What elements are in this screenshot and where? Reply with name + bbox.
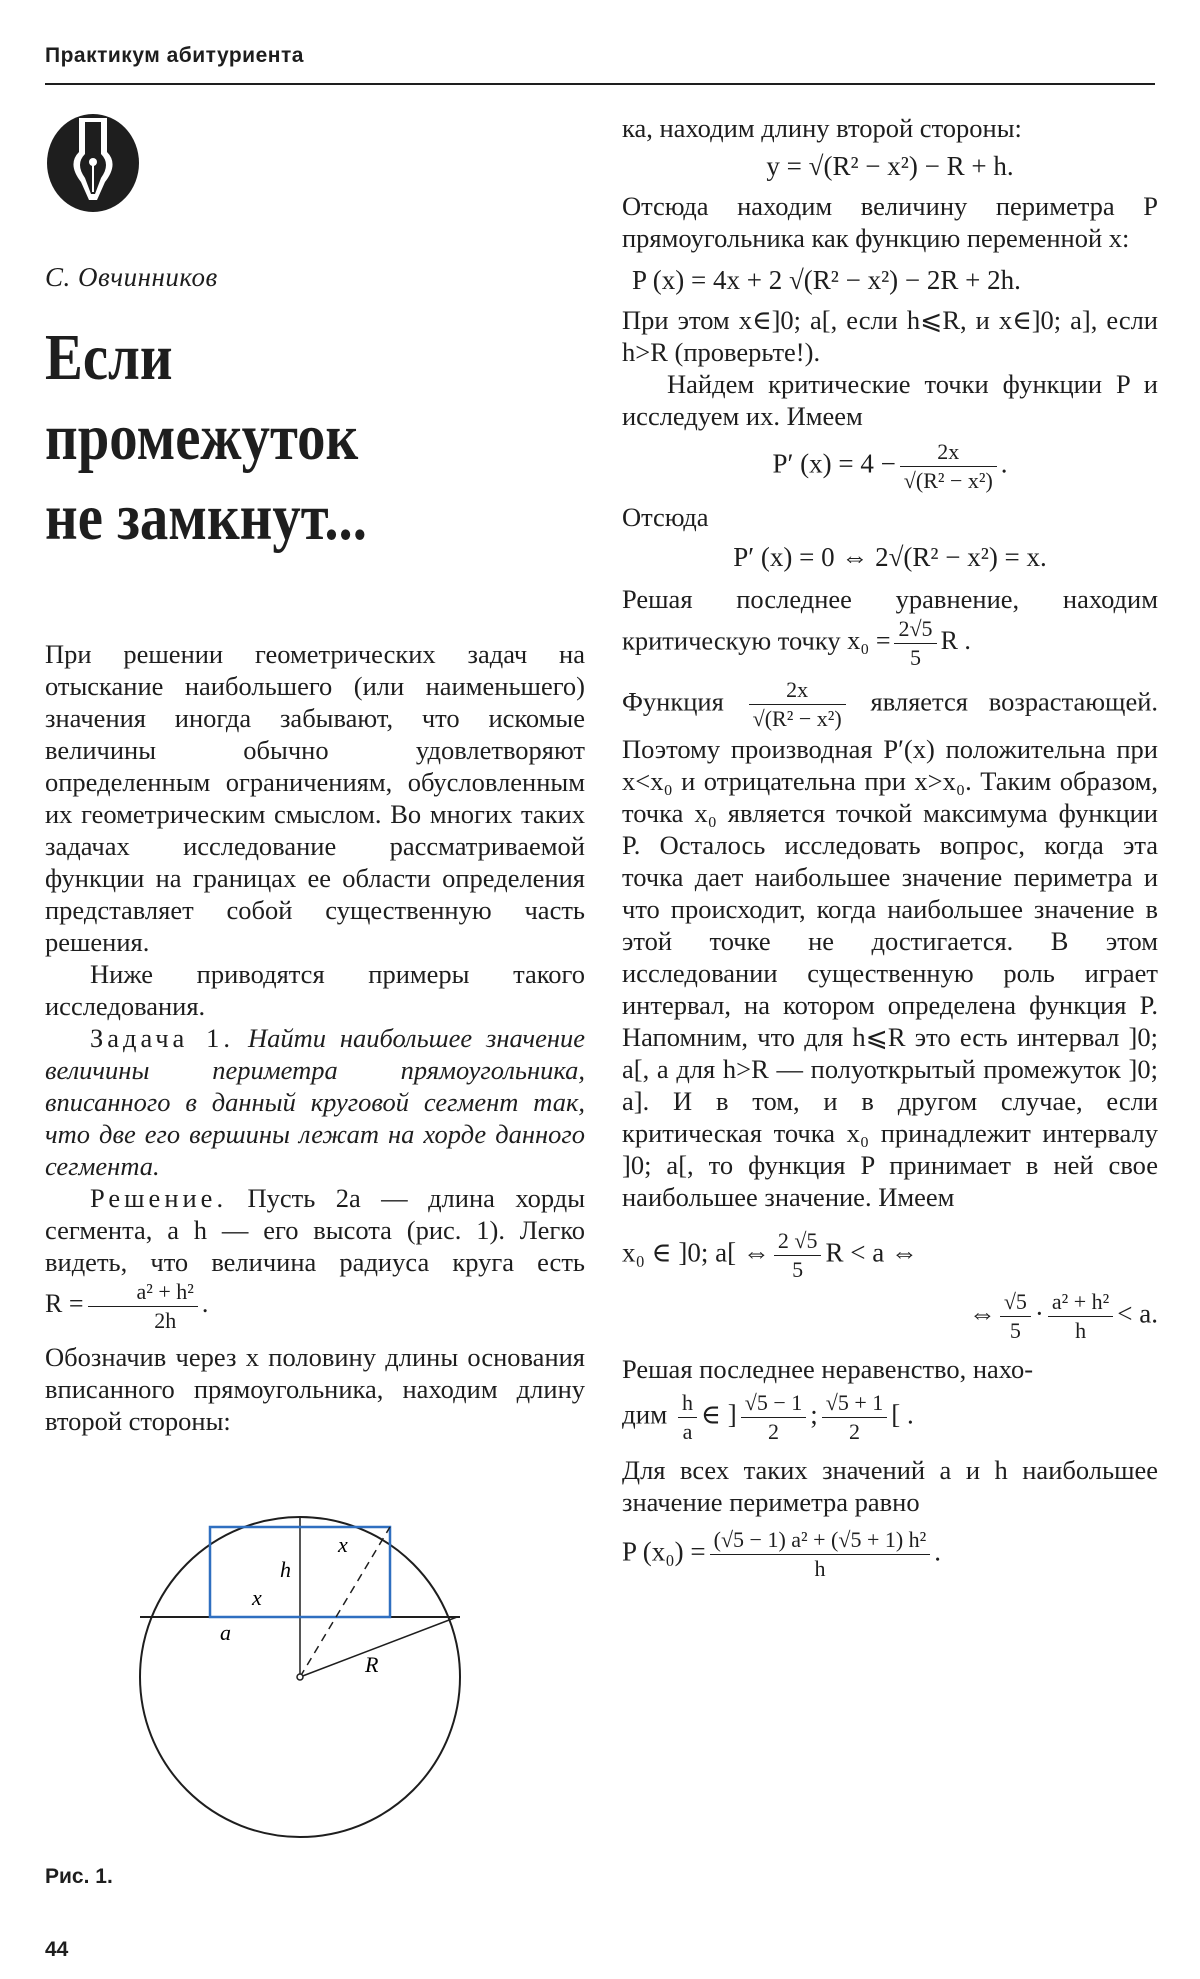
domain-paragraph: При этом x∈]0; a[, если h⩽R, и x∈]0; a], если h>R (проверьте!).	[622, 305, 1158, 367]
solve-text: Решая последнее уравнение, находим критическую точку	[622, 584, 1158, 656]
x0-rhs: R .	[940, 626, 971, 656]
radius-num: a² + h²	[88, 1278, 198, 1307]
range-c: [ .	[891, 1399, 914, 1430]
func-num: 2x	[749, 676, 846, 705]
final-den: h	[814, 1556, 826, 1581]
otsyuda-label: Отсюда	[622, 502, 709, 532]
range-den2: 2	[849, 1419, 860, 1444]
label-R: R	[365, 1652, 379, 1677]
ineq1-b: R < a ⇔	[825, 1237, 918, 1268]
ineq2-num1: √5	[1000, 1288, 1031, 1317]
formula-derivative: P′ (x) = 4 − $\frac{2x}{\text{√(R² − x²)}}$ .	[772, 439, 1008, 493]
label-x-top: x	[338, 1532, 348, 1557]
ineq2-dot: ·	[1034, 1298, 1044, 1329]
formula-y: y = √(R² − x²) − R + h.	[766, 151, 1014, 181]
critical-points-paragraph: Найдем критические точки функции P и исследуем их. Имеем	[622, 369, 1158, 431]
ineq2-b: < a.	[1117, 1298, 1158, 1329]
article-title	[45, 318, 527, 558]
all-values-paragraph: Для всех таких значений a и h наибольшее значение периметра равно	[622, 1455, 1158, 1517]
range-num2: √5 + 1	[822, 1389, 887, 1418]
solution-paragraph	[45, 1182, 585, 1335]
ineq2-den2: h	[1075, 1318, 1087, 1343]
ineq1-a: x₀ ∈ ]0; a[ ⇔	[622, 1237, 770, 1268]
pen-nib-logo-icon	[45, 112, 141, 214]
task-text: Найти наибольшее значение величины периметра прямоугольника, вписанного в данный круговой сегмент так, что две его вершины лежат на хорде данного сегмента.	[45, 1023, 586, 1181]
title-line-2: промежуток	[45, 401, 359, 474]
label-h: h	[280, 1557, 291, 1582]
derivative-lhs: P′ (x) = 4 −	[772, 448, 896, 479]
analysis-text: Поэтому производная P′(x) положительна при x<x₀ и отрицательна при x>x₀. Таким образом, точка x₀ является точкой максимума функции P. Осталось исследовать вопрос, когда эта точка дает наибольшее значение периметра и что происходит, когда наибольшее значение в этой точке не достигается. В этом исследовании существенную роль играет интервал, на котором определена функция P. Напомним, что для h⩽R это есть интервал ]0; a[, а для h>R — полуоткрытый промежуток ]0; a]. И в том, и в другом случае, если критическая точка x₀ принадлежит интервалу ]0; a[, то функция P принимает в ней свое наибольшее значение. Имеем	[622, 734, 1158, 1212]
label-x-mid: x	[252, 1585, 262, 1610]
radius-den: 2h	[154, 1308, 177, 1333]
ineq2-a: ⇔	[968, 1298, 996, 1329]
perimeter-paragraph: Отсюда находим величину периметра P прямоугольника как функцию переменной x:	[622, 191, 1158, 253]
final-lhs: P (x₀) =	[622, 1536, 706, 1567]
solve-paragraph	[622, 583, 1158, 672]
x0-den: 5	[910, 645, 922, 670]
ineq2-num2: a² + h²	[1048, 1288, 1113, 1317]
formula-final	[622, 1526, 1158, 1583]
increasing-text: является возрастающей.	[870, 686, 1159, 717]
title-line-1: Если	[45, 321, 173, 394]
range-num1: √5 − 1	[741, 1389, 806, 1418]
radius-formula: R = $\frac{\text{a² + h²}}{2h}$ .	[45, 1279, 209, 1333]
examples-paragraph: Ниже приводятся примеры такого исследования.	[45, 959, 585, 1021]
ineq1-den: 5	[792, 1257, 804, 1282]
section-header: Практикум абитуриента	[45, 44, 304, 67]
function-word: Функция	[622, 686, 724, 717]
task-paragraph	[45, 1022, 585, 1182]
func-den: √(R² − x²)	[752, 706, 842, 731]
range-den0: a	[682, 1419, 693, 1444]
derivative-num: 2x	[900, 438, 997, 467]
formula-x0	[847, 616, 971, 670]
right-column	[622, 112, 1158, 1583]
formula-P: P (x) = 4x + 2 √(R² − x²) − 2R + 2h.	[632, 265, 1021, 295]
solution-text: Пусть 2a — длина хорды сегмента, а h — его высота (рис. 1). Легко видеть, что величина радиуса круга есть	[45, 1183, 586, 1277]
formula-inequality-2	[622, 1288, 1158, 1345]
figure-caption: Рис. 1.	[45, 1865, 113, 1888]
final-end: .	[934, 1536, 942, 1567]
x0-num: 2√5	[894, 615, 936, 644]
range-a: дим	[622, 1399, 668, 1430]
radius-lhs: R =	[45, 1289, 84, 1319]
second-side-paragraph: ка, находим длину второй стороны:	[622, 113, 1022, 143]
left-column	[45, 638, 585, 1437]
solve-inequality-paragraph: Решая последнее неравенство, нахо-	[622, 1354, 1034, 1384]
author-name: С. Овчинников	[45, 262, 218, 292]
formula-inequality-1	[622, 1227, 1158, 1284]
range-b: ∈ ]	[701, 1399, 737, 1430]
ineq1-num: 2 √5	[774, 1227, 822, 1256]
increasing-paragraph	[622, 676, 1158, 1213]
final-num: (√5 − 1) a² + (√5 + 1) h²	[710, 1526, 931, 1555]
page-number: 44	[45, 1938, 69, 1961]
title-line-3: не замкнут...	[45, 481, 367, 554]
label-a: a	[220, 1620, 231, 1645]
derivative-den: √(R² − x²)	[903, 468, 993, 493]
solution-label: Решение.	[90, 1183, 228, 1213]
formula-range	[622, 1389, 1158, 1446]
task-label: Задача 1.	[90, 1023, 235, 1053]
x0-lhs: x₀ =	[847, 626, 891, 656]
ineq2-den1: 5	[1009, 1318, 1021, 1343]
half-base-paragraph: Обозначив через x половину длины основания вписанного прямоугольника, находим длину второй стороны:	[45, 1342, 585, 1436]
intro-paragraph: При решении геометрических задач на отыскание наибольшего (или наименьшего) значения иногда забывают, что искомые величины обычно удовлетворяют определенным ограничениям, обусловленным их геометрическим смыслом. Во многих таких задачах исследование рассматриваемой функции на границах ее области определения представляет собой существенную часть решения.	[45, 639, 585, 957]
range-sep: ;	[810, 1399, 818, 1430]
formula-critical-eq: P′ (x) = 0 ⇔ 2√(R² − x²) = x.	[733, 542, 1047, 572]
header-rule	[45, 83, 1155, 85]
figure-1-diagram	[100, 1490, 530, 1860]
range-den1: 2	[768, 1419, 779, 1444]
range-num0: h	[678, 1389, 697, 1418]
